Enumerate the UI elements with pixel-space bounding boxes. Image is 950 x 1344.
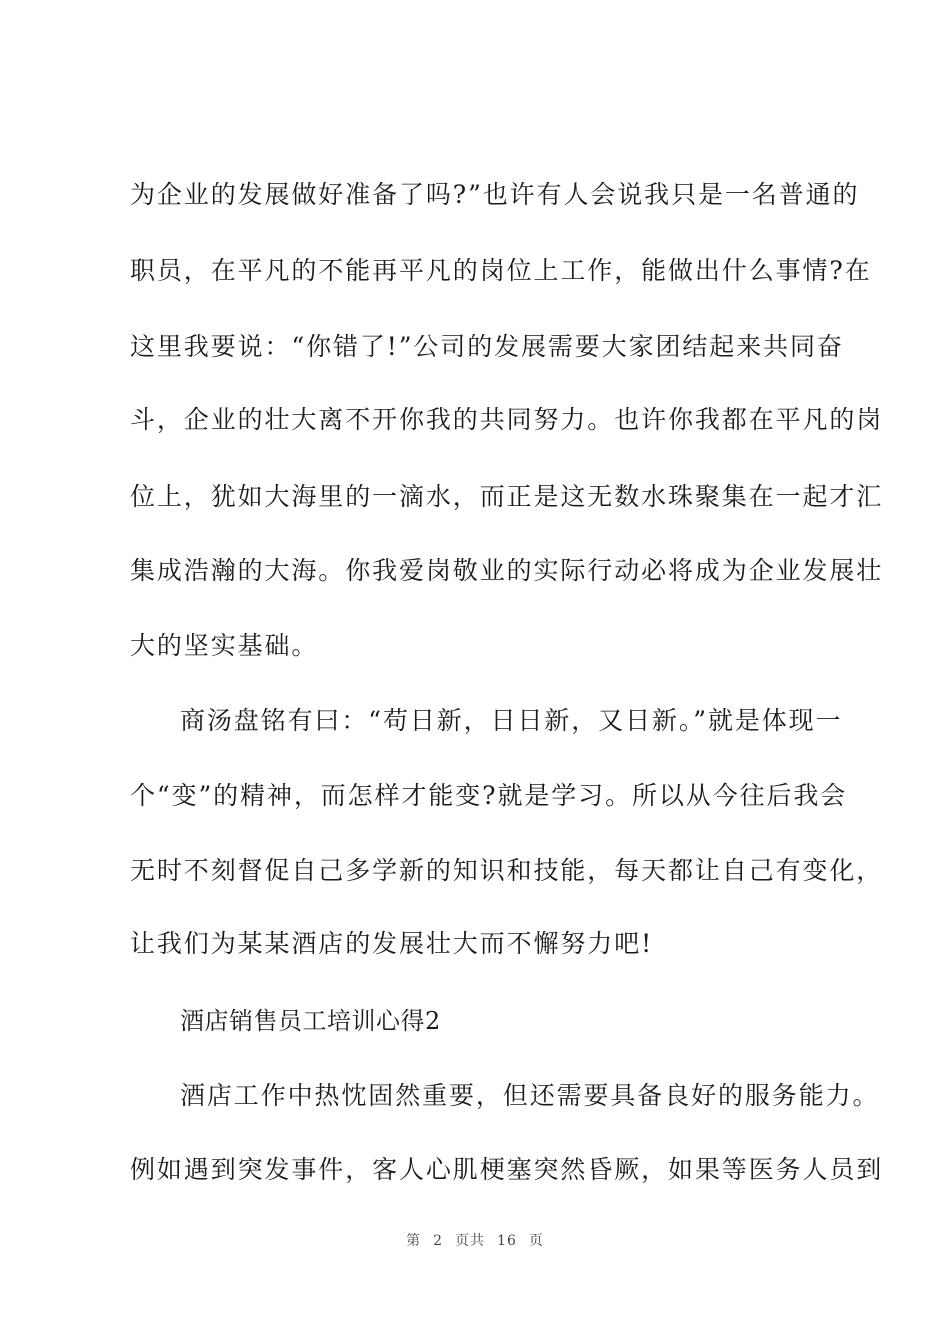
text-line-14: 例如遇到突发事件，客人心肌梗塞突然昏厥，如果等医务人员到 xyxy=(130,1155,884,1184)
footer-page-number: 2 xyxy=(433,1233,444,1249)
text-line-8: 商汤盘铭有曰：“苟日新，日日新，又日新。”就是体现一 xyxy=(180,706,843,735)
text-line-13: 酒店工作中热忱固然重要，但还需要具备良好的服务能力。 xyxy=(180,1081,880,1110)
footer-middle: 页共 xyxy=(455,1233,486,1249)
text-line-3: 这里我要说：“你错了!”公司的发展需要大家团结起来共同奋 xyxy=(130,332,844,361)
footer-suffix: 页 xyxy=(528,1233,544,1249)
text-line-7: 大的坚实基础。 xyxy=(130,631,319,660)
text-line-9: 个“变”的精神，而怎样才能变?就是学习。所以从今往后我会 xyxy=(130,781,848,810)
text-line-6: 集成浩瀚的大海。你我爱岗敬业的实际行动必将成为企业发展壮 xyxy=(130,556,884,585)
page-footer xyxy=(0,1230,950,1250)
text-line-4: 斗，企业的壮大离不开你我的共同努力。也许你我都在平凡的岗 xyxy=(130,405,884,434)
text-line-1: 为企业的发展做好准备了吗?”也许有人会说我只是一名普通的 xyxy=(130,180,860,209)
text-line-11: 让我们为某某酒店的发展壮大而不懈努力吧! xyxy=(130,929,654,958)
section-heading: 酒店销售员工培训心得2 xyxy=(180,1007,441,1035)
text-line-2: 职员，在平凡的不能再平凡的岗位上工作，能做出什么事情?在 xyxy=(130,256,872,285)
footer-prefix: 第 xyxy=(406,1233,422,1249)
text-line-10: 无时不刻督促自己多学新的知识和技能，每天都让自己有变化， xyxy=(130,856,884,885)
text-line-5: 位上，犹如大海里的一滴水，而正是这无数水珠聚集在一起才汇 xyxy=(130,482,884,511)
footer-total-pages: 16 xyxy=(497,1233,517,1249)
